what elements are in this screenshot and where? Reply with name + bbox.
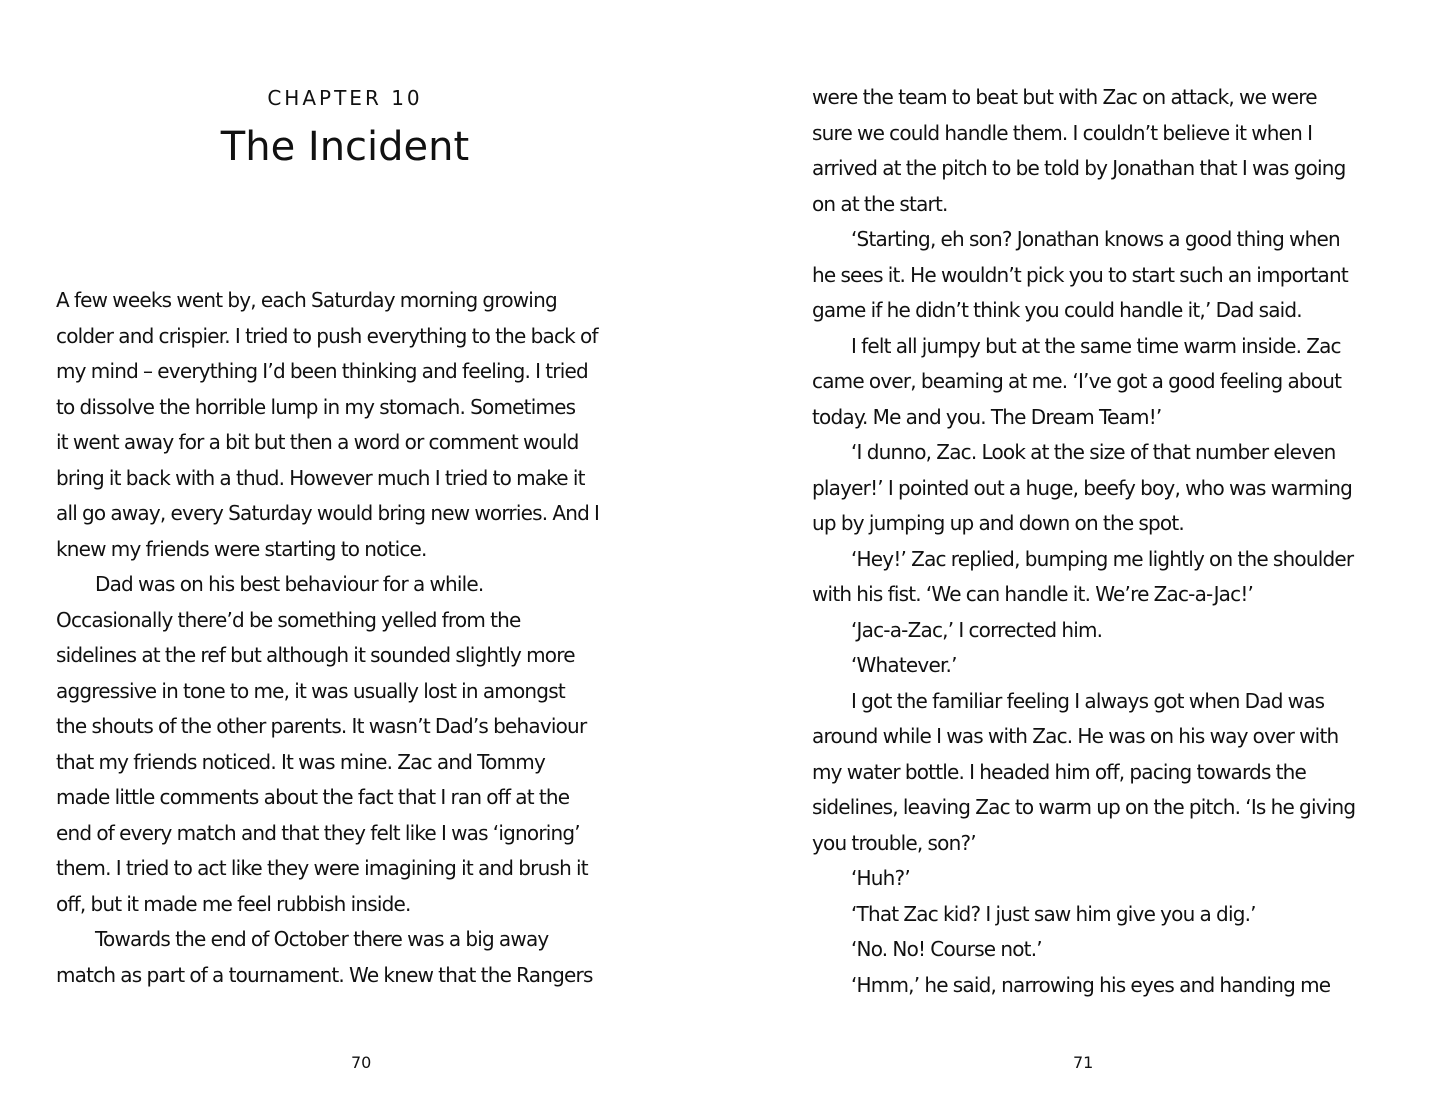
text-line: I felt all jumpy but at the same time warm inside. Zac	[851, 333, 1341, 358]
text-line: arrived at the pitch to be told by Jonathan that I was going	[812, 156, 1346, 180]
text-line: player!’ I pointed out a huge, beefy boy, who was warming	[812, 475, 1352, 500]
chapter-label: CHAPTER 10	[267, 86, 423, 110]
text-line: you trouble, son?’	[812, 830, 976, 855]
text-line: ‘That Zac kid? I just saw him give you a dig.’	[851, 901, 1256, 926]
left-page	[0, 0, 722, 1109]
text-line: Occasionally there’d be something yelled from the	[56, 607, 521, 632]
text-line: up by jumping up and down on the spot.	[812, 511, 1184, 535]
text-line: today. Me and you. The Dream Team!’	[812, 404, 1162, 429]
text-line: made little comments about the fact that I ran off at the	[56, 785, 570, 809]
text-line: all go away, every Saturday would bring new worries. And I	[56, 501, 600, 525]
text-line: around while I was with Zac. He was on his way over with	[812, 724, 1339, 748]
text-line: bring it back with a thud. However much I tried to make it	[56, 465, 585, 490]
text-line: were the team to beat but with Zac on attack, we were	[812, 85, 1317, 109]
text-line: he sees it. He wouldn’t pick you to start such an important	[812, 262, 1348, 287]
right-page	[722, 0, 1445, 1109]
text-line: A few weeks went by, each Saturday morning growing	[56, 288, 557, 312]
text-line: my water bottle. I headed him off, pacing towards the	[812, 759, 1307, 784]
text-line: ‘Hmm,’ he said, narrowing his eyes and handing me	[851, 972, 1331, 997]
text-line: I got the familiar feeling I always got when Dad was	[851, 688, 1325, 713]
chapter-title: The Incident	[220, 124, 470, 170]
text-line: off, but it made me feel rubbish inside.	[56, 891, 411, 916]
text-line: Dad was on his best behaviour for a while.	[95, 572, 484, 596]
text-line: it went away for a bit but then a word or comment would	[56, 430, 579, 454]
text-line: ‘Jac-a-Zac,’ I corrected him.	[851, 617, 1103, 642]
text-line: ‘No. No! Course not.’	[851, 937, 1042, 961]
text-line: my mind – everything I’d been thinking and feeling. I tried	[56, 359, 588, 383]
text-line: ‘Hey!’ Zac replied, bumping me lightly on the shoulder	[851, 546, 1354, 571]
text-line: match as part of a tournament. We knew that the Rangers	[56, 962, 593, 987]
text-line: came over, beaming at me. ‘I’ve got a good feeling about	[812, 369, 1342, 393]
text-line: aggressive in tone to me, it was usually lost in amongst	[56, 678, 565, 703]
text-line: colder and crispier. I tried to push everything to the back of	[56, 323, 598, 348]
text-line: with his fist. ‘We can handle it. We’re Zac-a-Jac!’	[812, 582, 1254, 606]
page-number: 70	[351, 1053, 372, 1072]
text-line: sidelines at the ref but although it sounded slightly more	[56, 643, 575, 667]
text-line: them. I tried to act like they were imagining it and brush it	[56, 856, 588, 880]
page-number: 71	[1073, 1053, 1094, 1072]
text-line: knew my friends were starting to notice.	[56, 536, 427, 561]
text-line: sure we could handle them. I couldn’t believe it when I	[812, 120, 1313, 145]
text-line: game if he didn’t think you could handle it,’ Dad said.	[812, 298, 1302, 322]
left-page-body	[56, 283, 656, 993]
text-line: on at the start.	[812, 191, 948, 216]
text-line: ‘I dunno, Zac. Look at the size of that number eleven	[851, 440, 1336, 464]
right-page-body	[812, 80, 1412, 1003]
text-line: that my friends noticed. It was mine. Zac and Tommy	[56, 749, 546, 774]
text-line: to dissolve the horrible lump in my stomach. Sometimes	[56, 394, 576, 419]
text-line: sidelines, leaving Zac to warm up on the pitch. ‘Is he giving	[812, 795, 1356, 819]
text-line: end of every match and that they felt like I was ‘ignoring’	[56, 820, 580, 845]
text-line: ‘Huh?’	[851, 866, 910, 890]
text-line: ‘Whatever.’	[851, 653, 957, 677]
text-line: Towards the end of October there was a big away	[95, 927, 549, 951]
text-line: the shouts of the other parents. It wasn’t Dad’s behaviour	[56, 714, 587, 738]
text-line: ‘Starting, eh son? Jonathan knows a good thing when	[851, 227, 1340, 251]
